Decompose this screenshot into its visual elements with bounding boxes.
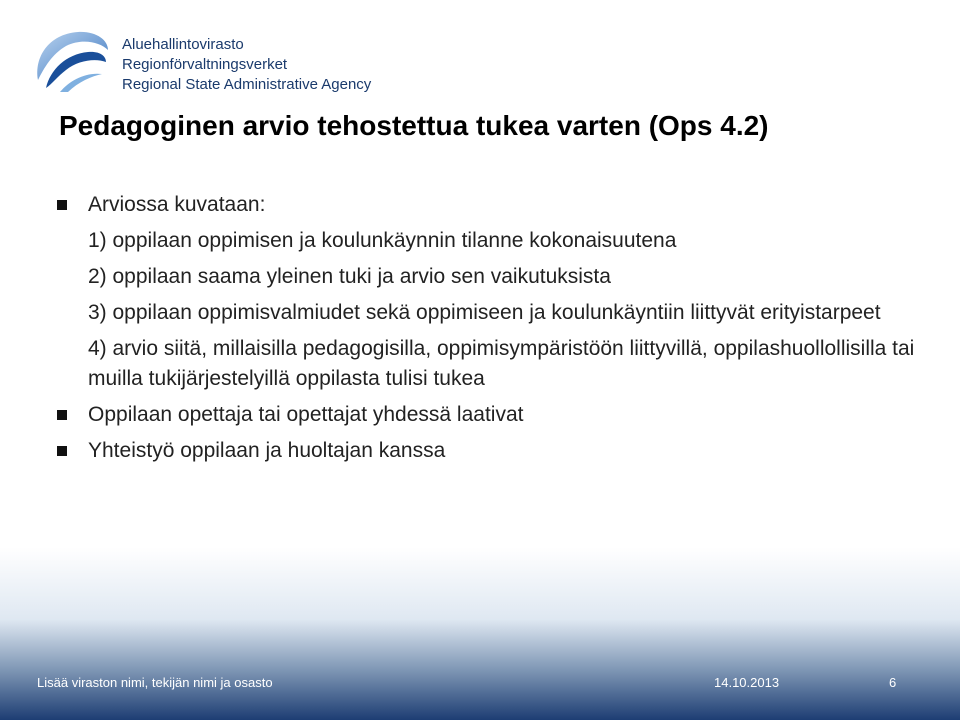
footer-page-number: 6 <box>889 675 897 690</box>
slide-title: Pedagoginen arvio tehostettua tukea varten (Ops 4.2) <box>59 110 769 141</box>
logo-line-3: Regional State Administrative Agency <box>122 76 372 93</box>
footer-date: 14.10.2013 <box>714 675 780 690</box>
agency-emblem-icon <box>30 28 110 98</box>
sub-item: 2) oppilaan saama yleinen tuki ja arvio sen vaikutuksista <box>88 265 611 288</box>
agency-logo <box>30 28 370 98</box>
bullet-item <box>52 190 932 220</box>
bullet-text: Yhteistyö oppilaan ja huoltajan kanssa <box>88 439 446 462</box>
sub-item: 3) oppilaan oppimisvalmiudet sekä oppimiseen ja koulunkäyntiin liittyvät erityistarpeet <box>88 301 881 324</box>
square-bullet-icon <box>57 200 67 210</box>
square-bullet-icon <box>57 446 67 456</box>
sub-item: 1) oppilaan oppimisen ja koulunkäynnin tilanne kokonaisuutena <box>88 229 677 252</box>
footer-author: Lisää viraston nimi, tekijän nimi ja osasto <box>37 675 273 690</box>
logo-line-2: Regionförvaltningsverket <box>122 56 288 73</box>
bullet-item <box>52 400 932 430</box>
bullet-text: Oppilaan opettaja tai opettajat yhdessä laativat <box>88 403 524 426</box>
bullet-item <box>52 436 932 466</box>
bullet-text: Arviossa kuvataan: <box>88 193 266 216</box>
slide-content <box>52 184 932 466</box>
logo-line-1: Aluehallintovirasto <box>122 36 244 53</box>
sub-item: 4) arvio siitä, millaisilla pedagogisilla, oppimisympäristöön liittyvillä, oppilashuollollisilla tai muilla tukijärjestelyillä oppilasta tulisi tukea <box>88 337 915 390</box>
square-bullet-icon <box>57 410 67 420</box>
slide-footer <box>0 669 960 699</box>
